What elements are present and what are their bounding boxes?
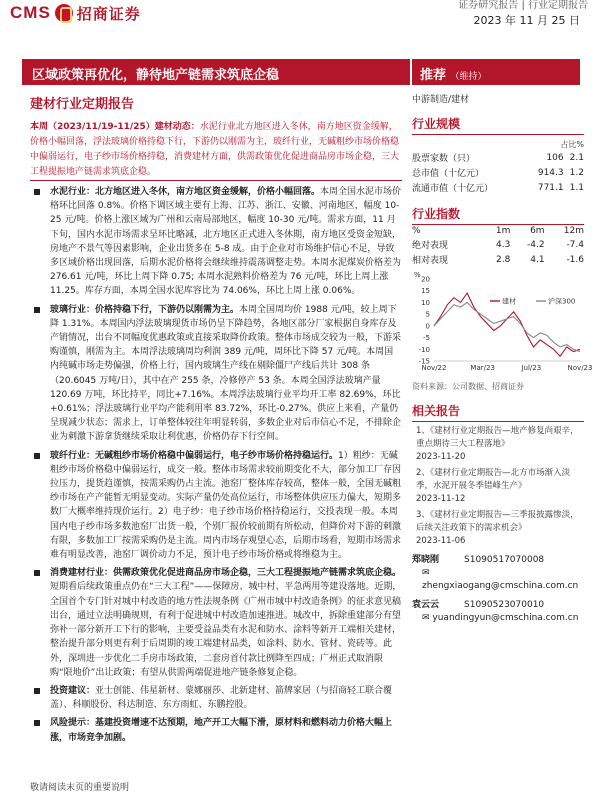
- document-type: 证券研究报告 | 行业定期报告: [458, 0, 588, 11]
- y-tick-label: 15: [421, 287, 430, 296]
- analyst-email-text: yuandingyun@cmschina.com.cn: [432, 613, 579, 623]
- analyst-email[interactable]: [412, 612, 584, 625]
- scale-value: 106: [546, 152, 564, 163]
- summary-text: 水泥行业北方地区进入冬休，南方地区资金缓解，价格小幅回落，浮法玻璃价格持稳下行，下游仍以刚需为主，玻纤行业，无碱粗纱市场价格稳中偏弱运行，电子纱市场价格持稳，消费建材方面，供需政策优化促进商品房市场企稳，三大工程提振地产链需求筑底企稳。: [30, 122, 400, 177]
- scale-label: 总市值（十亿元）: [412, 169, 485, 179]
- y-tick-label: -15: [418, 357, 430, 366]
- analyst-name: 郑晓刚: [412, 555, 440, 565]
- scale-row: [412, 180, 584, 195]
- legend-label: 沪深300: [548, 297, 576, 306]
- related-date: 2023-11-20: [416, 452, 466, 462]
- headline: 区域政策再优化，静待地产链需求筑底企稳: [32, 68, 280, 83]
- analyst-name: 袁云云: [412, 600, 440, 610]
- x-tick-label: Mar/23: [470, 364, 495, 372]
- broker-logo: [10, 2, 170, 24]
- related-date: 2023-11-06: [416, 536, 466, 546]
- perf-value: -1.6: [566, 254, 584, 265]
- report-date: 2023 年 11 月 25 日: [473, 14, 580, 27]
- logo-mark-icon: [55, 4, 73, 22]
- rating: 推荐: [420, 68, 447, 83]
- index-chart: [412, 269, 593, 379]
- y-tick-label: 5: [425, 310, 430, 319]
- bullet-item: [30, 185, 402, 299]
- scale-value: 771.1: [537, 182, 564, 193]
- headline-banner: [22, 59, 410, 85]
- analyst-email-text: zhengxiaogang@cmschina.com.cn: [422, 581, 579, 591]
- index-heading: 行业指数: [412, 205, 584, 225]
- mail-icon: ✉: [422, 568, 430, 578]
- bullet-text: 1）粗纱：无碱粗纱市场价格稳中偏弱运行，成交一般。整体市场需求较前期变化不大，部分加工厂存因拉压力，提货趋谨慎，按需采购仍占主流。池窑厂整体库存较高，整体一般，全国无碱粗纱市场在产产能暂无明显变动。实际产量仍处高位运行，市场整体供应压力偏大，短期多数厂大概率维持现价运行。2）电子纱：电子纱市场价格持稳运行，交投表现一般。本周国内电子纱市场多数池窑厂出货一般，个别厂报价较前期有所松动，但降价对下游的刺激有限，多数加工厂按需采购仍是主流。周内市场存观望心态，后期市场看，短期市场需求难有明显改善，池窑厂调价动力不足，预计电子纱市场价格或将维稳为主。: [50, 450, 402, 561]
- related-heading: 相关报告: [412, 402, 584, 422]
- scale-value: 914.3: [537, 167, 564, 178]
- bullet-title: 水泥行业：北方地区进入冬休，南方地区资金缓解，价格小幅回落。: [50, 187, 321, 197]
- related-date: 2023-11-12: [416, 494, 466, 504]
- bullet-item: [30, 716, 402, 744]
- summary-paragraph: [30, 120, 402, 181]
- bullet-item: [30, 303, 402, 445]
- scale-row: [412, 165, 584, 180]
- analyst-card: [412, 599, 584, 625]
- bullet-text: 亚士创能、伟星新材、蒙娜丽莎、北新建材、箭牌家居（与招商轻工联合覆盖）、科顺股份、科达制造、东方雨虹、东鹏控股。: [50, 685, 393, 711]
- scale-pct: 1.2: [569, 167, 584, 178]
- performance-table: [412, 225, 584, 267]
- scale-label: 流通市值（十亿元）: [412, 184, 494, 194]
- bullet-item: [30, 449, 402, 563]
- bullet-title: 消费建材行业：供需政策优化促进商品房市场企稳，三大工程提振地产链需求筑底企稳。: [50, 568, 402, 579]
- bullet-list: [30, 185, 402, 745]
- scale-row: [412, 150, 584, 165]
- mail-icon: ✉: [422, 613, 433, 623]
- y-unit-label: %: [414, 271, 421, 279]
- rating-banner: [410, 59, 580, 85]
- perf-value: 2.8: [496, 254, 511, 265]
- logo-en: CMS: [10, 3, 51, 22]
- footer-note: 敬请阅读末页的重要说明: [30, 783, 130, 793]
- perf-label: 绝对表现: [412, 241, 449, 251]
- bullet-text: 本周全国水泥市场价格环比回落 0.8%。价格下调区域主要有上海、江苏、浙江、安徽、河南地区，幅度 10-25 元/吨。价格上涨区域为广州和云南局部地区，幅度 10-30 元/吨。需求方面，11 月下旬，国内水泥市场需求呈环比略减，北方地区正式进入冬休期，南方地区受资金短缺，房地产不景气等因素影响，企业出货多在 5-8 成。由于企业对市场维护信心不足，导致多区域价格出现回落，后期水泥价格将会继续维持震荡调整走势。本周水泥煤炭价格差为 276.61 元/吨，环比上周下降 0.75; 本周水泥熟料价格差为 76 元/吨，环比上周上涨 11.25。库存方面，本周全国水泥库容比为 74.06%，环比上周上涨 0.06%。: [50, 187, 402, 297]
- logo-cn: 招商证券: [76, 4, 141, 23]
- bullet-title: 玻璃行业：价格持稳下行，下游仍以刚需为主。: [50, 304, 240, 315]
- scale-unit: 占比%: [560, 140, 584, 149]
- legend-label: 建材: [502, 297, 516, 306]
- report-header: [0, 0, 600, 32]
- report-subtitle: 建材行业定期报告: [30, 97, 135, 112]
- perf-label: 相对表现: [412, 256, 449, 266]
- bullet-text: 短期看后续政策重点仍在“三大工程”——保障房、城中村、平急两用等建设落地。近期，全国首个专门针对城中村改造的地方性法规条例《广州市城中村改造条例》的征求意见稿出台，通过立法明确规则，有利于促进城中村改造加速推进。城改中，拆除重建部分有望弥补一部分新开工下行的影响，主要受益品类有水泥和防水、涂料等新开工端相关建材，整治提升部分则更有利于后周期的竣工端建材品类，如涂料、防水、管材、瓷砖等。此外，深圳进一步优化二手房市场政策，二套房首付款比例降至四成；广州正式取消限购“限地价”出让政策；有望从供需两端促进地产链条修复企稳。: [50, 582, 402, 678]
- bullet-title: 风险提示：基建投资增速不达预期，地产开工大幅下滑，原材料和燃料动力价格大幅上涨，市场竞争加剧。: [50, 718, 393, 743]
- analyst-list: [412, 554, 584, 625]
- related-list: [412, 425, 584, 548]
- perf-value: 4.1: [530, 254, 545, 265]
- perf-row: [412, 237, 584, 252]
- x-tick-label: Jul/23: [521, 364, 542, 372]
- scale-table: [412, 150, 584, 195]
- scale-heading: 行业规模: [412, 115, 584, 135]
- index-chart-svg: [412, 269, 593, 379]
- perf-header: 1m: [495, 226, 511, 236]
- bullet-title: 投资建议：: [50, 685, 96, 696]
- series-line: [434, 302, 580, 351]
- bullet-item: [30, 566, 402, 680]
- bullet-item: [30, 684, 402, 712]
- sidebar: [412, 92, 593, 625]
- scale-label: 股票家数（只）: [412, 154, 476, 164]
- related-title: 2、《建材行业定期报告—北方市场渐入淡季，水泥开展冬季错峰生产》: [416, 468, 571, 491]
- scale-pct: 2.1: [569, 152, 584, 163]
- y-tick-label: 0: [425, 322, 430, 331]
- analyst-line: [412, 599, 584, 612]
- main-column: [30, 120, 402, 745]
- bullet-title: 玻纤行业：无碱粗纱市场价格稳中偏弱运行，电子纱市场价格持稳运行。: [50, 450, 339, 461]
- x-tick-label: Nov/22: [421, 364, 447, 372]
- related-title: 1、《建材行业定期报告—地产修复尚艰辛，重点期待三大工程落地》: [416, 426, 579, 449]
- perf-value: -4.2: [527, 239, 545, 250]
- scale-pct: 1.1: [569, 182, 584, 193]
- related-report[interactable]: [412, 425, 584, 464]
- y-tick-label: -10: [418, 345, 430, 354]
- analyst-cert: S1090523070010: [464, 600, 545, 610]
- perf-header: 6m: [530, 226, 545, 236]
- rating-note: （维持）: [450, 72, 487, 82]
- related-report[interactable]: [412, 509, 584, 548]
- y-tick-label: -5: [423, 334, 430, 343]
- perf-header: 12m: [563, 226, 584, 236]
- chart-source: 资料来源：公司数据、招商证券: [412, 382, 524, 391]
- analyst-email[interactable]: [412, 567, 584, 593]
- bullet-text: 本周全国周均价 1988 元/吨，较上周下降 1.31%。本周国内浮法玻璃现货市场仍呈下降趋势，各地区部分厂家根据自身库存及产销情况，出台不同幅度优惠政策或直接采取降价政策。整体市场成交较为一般，下游采购谨慎，刚需为主。本周浮法玻璃周均利润 389 元/吨，周环比下降 57 元/吨。本周国内纯碱市场走势偏强，价格上行，国内玻璃生产线在剔除僵尸产线后共计 308 条（20.6045 万吨/日），其中在产 255 条，冷修停产 53 条。本周全国浮法玻璃产量 120.69 万吨，环比持平，同比+7.16%。本周浮法玻璃行业平均开工率 82.69%，环比+0.61%；浮法玻璃行业平均产能利用率 83.72%，环比-0.27%。供应上来看，产量仍呈现减少状态；需求上，订单整体较往年明显转弱，多数企业对后市信心不足，不排除企业为刺激下游拿货继续采取让利优惠，价格仍存下行空间。: [50, 304, 402, 443]
- related-title: 3、《建材行业定期报告—三季报披露惨淡，后续关注政策下的需求机会》: [416, 510, 579, 533]
- y-tick-label: 10: [421, 298, 430, 307]
- x-tick-label: Nov/23: [567, 364, 593, 372]
- y-tick-label: 20: [421, 275, 430, 284]
- perf-value: -7.4: [566, 239, 584, 250]
- summary-lead: 本周（2023/11/19-11/25）建材动态：: [30, 122, 200, 132]
- perf-header: %: [412, 226, 421, 236]
- analyst-card: [412, 554, 584, 593]
- analyst-line: [412, 554, 584, 567]
- related-report[interactable]: [412, 467, 584, 506]
- analyst-cert: S1090517070008: [464, 555, 545, 565]
- perf-row: [412, 252, 584, 267]
- perf-value: 4.3: [496, 239, 511, 250]
- industry-label: 中游制造/建材: [412, 95, 470, 105]
